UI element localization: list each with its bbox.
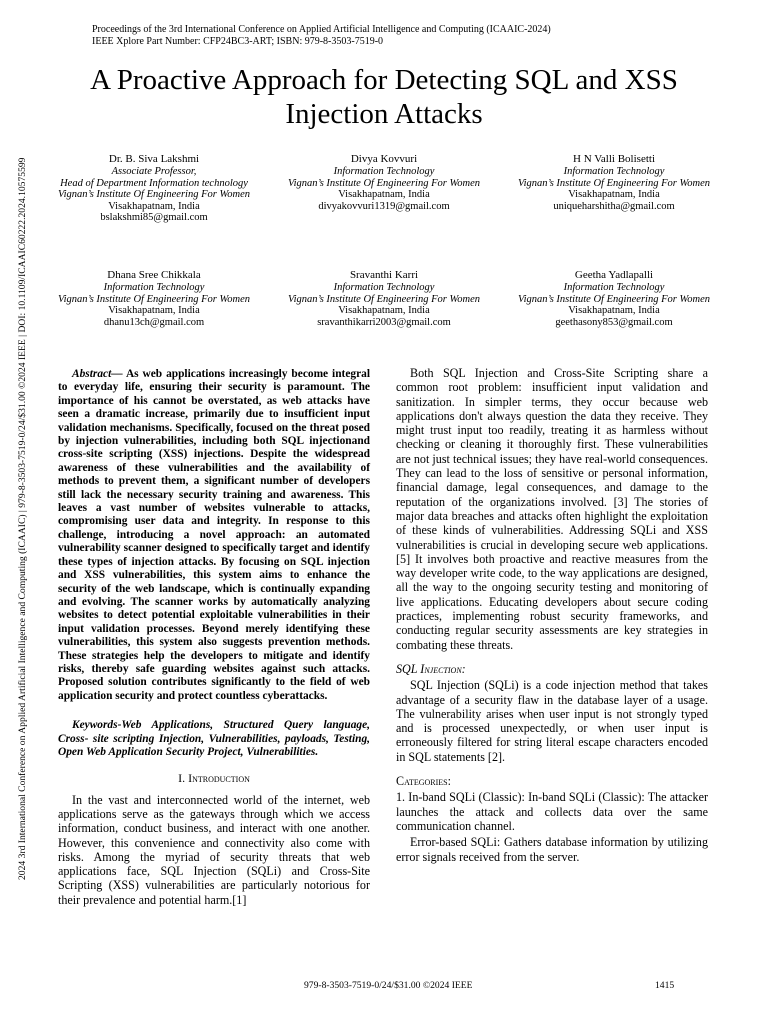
author-email: bslakshmi85@gmail.com: [100, 212, 208, 223]
author-institution: Vignan’s Institute Of Engineering For Women: [518, 177, 710, 189]
author-block: [44, 153, 264, 224]
author-name: Sravanthi Karri: [349, 269, 419, 281]
author-email: geethasony853@gmail.com: [555, 316, 673, 328]
author-dept: Information Technology: [333, 282, 435, 293]
author-email: sravanthikarri2003@gmail.com: [317, 316, 451, 328]
paper-title: A Proactive Approach for Detecting SQL and XSS Injection Attacks: [90, 64, 678, 130]
page-number: 1415: [655, 980, 675, 991]
author-dept: Information Technology: [563, 282, 665, 293]
author-email: uniqueharshitha@gmail.com: [553, 200, 675, 212]
abstract-label: Abstract—: [72, 368, 123, 380]
author-location: Visakhapatnam, India: [108, 200, 200, 212]
author-block: [274, 269, 494, 328]
author-institution: Vignan’s Institute Of Engineering For Women: [288, 177, 480, 189]
author-institution: Vignan’s Institute Of Engineering For Women: [58, 293, 250, 305]
author-location: Visakhapatnam, India: [568, 305, 660, 316]
abstract: [58, 368, 370, 703]
body-paragraph: Both SQL Injection and Cross-Site Scripting share a common root problem: insufficient input validation and sanitization. In simpler terms, they occur because web applications don't always question the data they receive. They might trust input too readily, treating it as harmless without checking or cleaning it thoroughly first. These vulnerabilities are not just technical issues; they have real-world consequences. They can lead to the loss of sensitive or personal information, financial damage, legal consequences, and damage to the reputation of the organizations involved. [3] The stories of major data breaches and attacks often highlight the exploitation of these kinds of vulnerabilities. Addressing SQLi and XSS vulnerabilities is crucial in developing secure web applications. [5] It involves both proactive and reactive measures from the way developer write code, to the way applications are designed, all the way to the ongoing security testing and monitoring of live applications. Educating developers about secure coding practices, implementing robust security frameworks, and conducting regular security assessments are key strategies in combating these threats.: [396, 366, 708, 652]
author-name: Geetha Yadlapalli: [574, 269, 654, 281]
category-error-based: Error-based SQLi: Gathers database information by utilizing error signals received from the server.: [396, 835, 708, 864]
author-role: Associate Professor,: [111, 166, 197, 177]
author-name: Dr. B. Siva Lakshmi: [108, 153, 200, 165]
section-heading-introduction: I. Introduction: [178, 771, 250, 786]
right-column: [396, 366, 708, 864]
keywords: Keywords-Web Applications, Structured Query language, Cross- site scripting Injection, Vulnerabilities, payloads, Testing, Open Web Application Security Project, Vulnerabilities.: [58, 719, 370, 758]
author-dept: Information Technology: [563, 166, 665, 177]
abstract-text: As web applications increasingly become integral to everyday life, ensuring their security is paramount. The importance of his cannot be overstated, as web attacks have seen a dramatic increase, primarily due to insufficient input validation mechanisms. Specifically, focused on the threat posed by injection vulnerabilities, including both SQL injectionand cross-site scripting (XSS) injections. Despite the widespread awareness of these vulnerabilities and the availability of methods to prevent them, a significant number of developers still lack the necessary security training and awareness. This leaves a vast number of websites vulnerable to attacks, compromising user data and integrity. In response to this challenge, introducing a novel approach: an automated vulnerability scanner designed to specifically target and identify these types of injection attacks. By focusing on SQL injection and XSS vulnerabilities, this system aims to enhance the security of the web landscape, which is continually expanding and evolving. The scanner works by automatically analyzing websites to detect potential exploitable vulnerabilities in their input validation processes. Beyond merely identifying these vulnerabilities, this system also suggests prevention methods. These strategies help the developers to mitigate and identify risks, thereby safe guarding websites against such attacks. Proposed solution contributes significantly to the field of web application security and protect countless cyberattacks.: [58, 368, 370, 702]
author-email: divyakovvuri1319@gmail.com: [318, 200, 450, 212]
author-dept: Head of Department Information technology: [60, 177, 248, 189]
author-name: Dhana Sree Chikkala: [107, 269, 201, 281]
author-name: Divya Kovvuri: [350, 153, 418, 165]
author-block: [274, 153, 494, 212]
author-institution: Vignan’s Institute Of Engineering For Women: [518, 293, 710, 305]
sqli-paragraph: SQL Injection (SQLi) is a code injection method that takes advantage of a security flaw in the database layer of a usage. The vulnerability arises when user input is not strongly typed and is processed unexpectedly, or when user input is erroneously filtered for string literal escape characters encoded in SQL statements [2].: [396, 678, 708, 764]
author-block: [504, 269, 724, 328]
header-line-1: Proceedings of the 3rd International Conference on Applied Artificial Intelligence and Computing (ICAAIC-2024): [92, 24, 551, 35]
category-inband: 1. In-band SQLi (Classic): In-band SQLi (Classic): The attacker launches the attack and collects data over the same communication channel.: [396, 790, 708, 833]
doi-sidebar: 2024 3rd International Conference on Applied Artificial Intelligence and Computing (ICAAIC) | 979-8-3503-7519-0/24/$31.00 ©2024 IEEE | DOI: 10.1109/ICAAIC60222.2024.10575599: [17, 157, 28, 880]
author-dept: Information Technology: [103, 282, 205, 293]
author-dept: Information Technology: [333, 166, 435, 177]
intro-paragraph: In the vast and interconnected world of the internet, web applications serve as the gateways through which we access information, conduct business, and interact with one another. However, this convenience and connectivity also come with risks. Among the myriad of security threats that web applications face, SQL Injection (SQLi) and Cross-Site Scripting (XSS) vulnerabilities are particularly notorious for their prevalence and potential harm.[1]: [58, 792, 370, 907]
conference-header: [92, 24, 551, 48]
header-line-2: IEEE Xplore Part Number: CFP24BC3-ART; ISBN: 979-8-3503-7519-0: [92, 36, 384, 47]
subheading-sql-injection: SQL Injection:: [396, 661, 466, 676]
author-block: [44, 269, 264, 328]
subheading-categories: Categories:: [396, 774, 451, 789]
author-email: dhanu13ch@gmail.com: [103, 316, 205, 328]
author-institution: Vignan’s Institute Of Engineering For Women: [58, 189, 250, 200]
author-institution: Vignan’s Institute Of Engineering For Women: [288, 293, 480, 305]
footer-copyright: 979-8-3503-7519-0/24/$31.00 ©2024 IEEE: [304, 980, 473, 991]
author-location: Visakhapatnam, India: [108, 305, 200, 316]
author-name: H N Valli Bolisetti: [573, 153, 655, 165]
left-column: [58, 368, 370, 907]
author-location: Visakhapatnam, India: [338, 189, 430, 200]
author-block: [504, 153, 724, 212]
author-location: Visakhapatnam, India: [568, 189, 660, 200]
author-location: Visakhapatnam, India: [338, 305, 430, 316]
